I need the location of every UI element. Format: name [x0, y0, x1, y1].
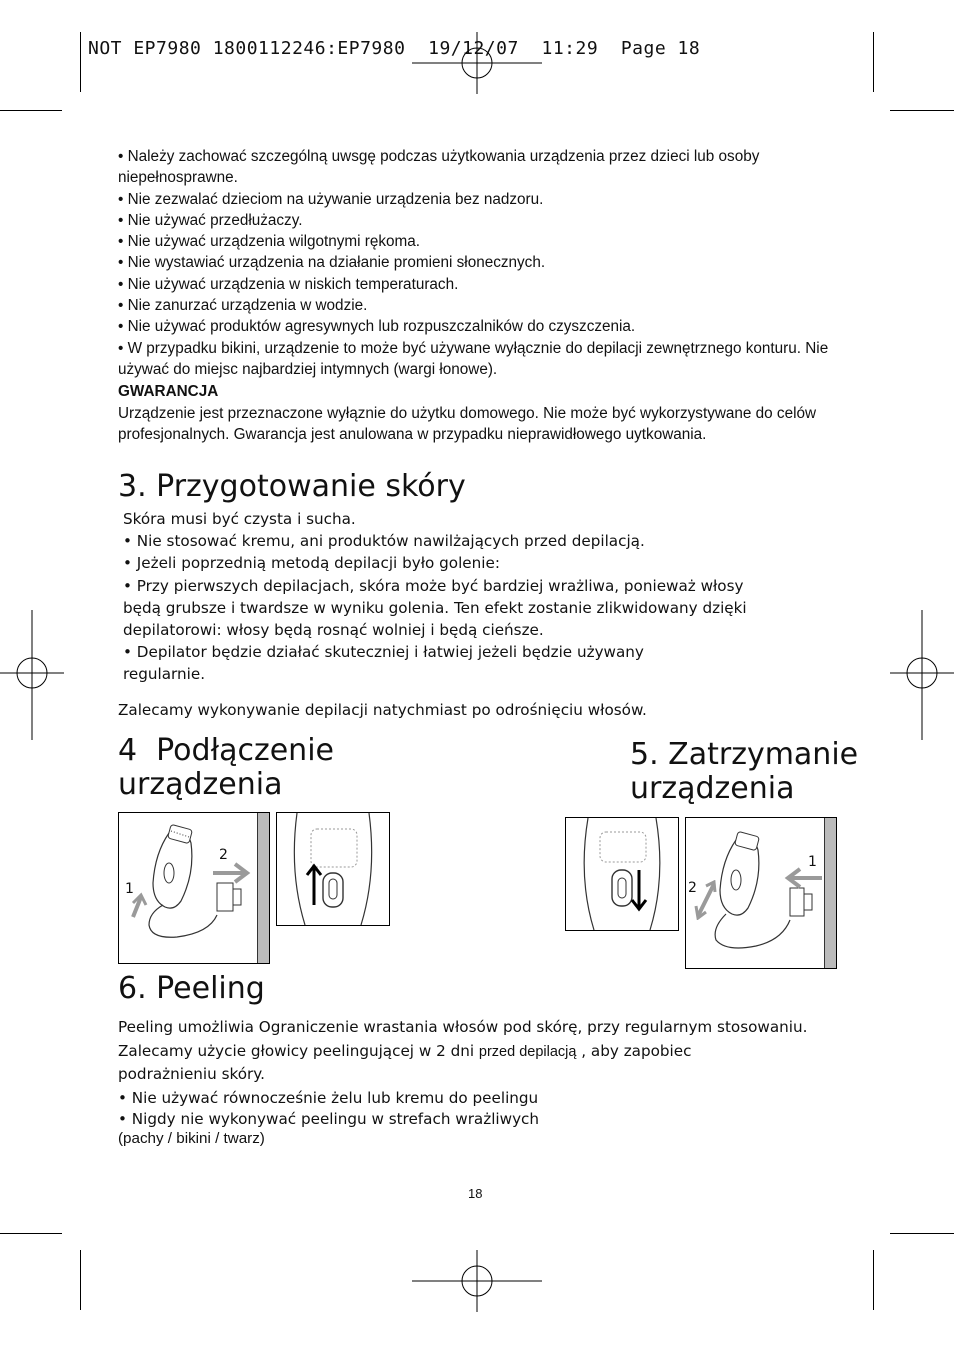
crop-mark-icon	[890, 110, 954, 111]
crop-mark-icon	[873, 1250, 874, 1310]
warranty-title: GWARANCJA	[118, 383, 219, 401]
list-item: • Należy zachować szczególną uwsgę podczas użytkowania urządzenia przez dzieci lub osoby niepełnosprawne.	[118, 148, 760, 187]
crop-mark-icon	[0, 110, 62, 111]
crop-mark-icon	[890, 1233, 954, 1234]
section-4-title: 4 Podłączenie urządzenia	[118, 733, 334, 802]
list-item: • Nie zanurzać urządzenia w wodzie.	[118, 297, 368, 315]
list-item: • Przy pierwszych depilacjach, skóra może być bardziej wrażliwa, ponieważ włosy będą grubsze i twardsze w wyniku golenia. Ten efekt zostanie zlikwidowany dzięki depilatorowi: włosy będą rosnąć wolniej i będą cieńsze.	[123, 576, 747, 640]
section-3-recommendation: Zalecamy wykonywanie depilacji natychmiast po odrośnięciu włosów.	[118, 701, 647, 719]
list-item: • Nie używać urządzenia w niskich temperaturach.	[118, 275, 459, 293]
step-label: 1	[125, 881, 134, 897]
section-3-body	[123, 508, 773, 686]
print-slug: NOT EP7980 1800112246:EP7980 19/12/07 11:29 Page 18	[88, 38, 701, 59]
arrow-up-icon	[305, 863, 323, 907]
safety-list	[118, 146, 838, 445]
list-item: • Jeżeli poprzednią metodą depilacji było golenie:	[123, 554, 500, 573]
list-item: • Nie używać przedłużaczy.	[118, 211, 303, 229]
arrow-left-icon	[784, 866, 824, 890]
peeling-recommendation: Zalecamy użycie głowicy peelingującej w 2 dni przed depilacją , aby zapobiec podrażnieniu skóry.	[118, 1041, 692, 1083]
epilator-illustration	[119, 813, 257, 963]
list-item: • Depilator będzie działać skuteczniej i łatwiej jeżeli będzie używany regularnie.	[123, 643, 644, 684]
list-item: • Nie używać urządzenia wilgotnymi rękoma.	[118, 233, 421, 251]
section-6-title: 6. Peeling	[118, 971, 265, 1006]
arrow-down-icon	[630, 868, 648, 912]
list-item: • Nie zezwalać dzieciom na używanie urządzenia bez nadzoru.	[118, 190, 544, 208]
arrow-right-icon	[211, 861, 251, 885]
section-3-title: 3. Przygotowanie skóry	[118, 469, 466, 504]
list-item: (pachy / bikini / twarz)	[118, 1130, 265, 1147]
section-6-body	[118, 1016, 808, 1149]
crop-mark-icon	[0, 1233, 62, 1234]
unplug-figure	[685, 817, 837, 969]
warranty-text: Urządzenie jest przeznaczone wyłąznie do użytku domowego. Nie może być wykorzystywane do celów profesjonalnych. Gwarancja jest anulowana w przypadku nieprawidłowego uytkowania.	[118, 404, 817, 443]
list-item: • Nie stosować kremu, ani produktów nawilżających przed depilacją.	[123, 532, 645, 551]
connect-figure	[118, 812, 270, 964]
section-5-title: 5. Zatrzymanie urządzenia	[630, 737, 859, 806]
peeling-intro: Peeling umożliwia Ograniczenie wrastania włosów pod skórę, przy regularnym stosowaniu.	[118, 1018, 808, 1036]
list-item: • Nie wystawiać urządzenia na działanie promieni słonecznych.	[118, 254, 546, 272]
switch-on-figure	[276, 812, 390, 926]
arrow-diagonal-icon	[694, 880, 718, 920]
step-label: 1	[808, 854, 817, 870]
step-label: 2	[219, 847, 228, 863]
registration-mark-icon	[890, 610, 954, 740]
page-number: 18	[468, 1186, 483, 1201]
registration-mark-icon	[412, 1250, 542, 1312]
crop-mark-icon	[80, 1250, 81, 1310]
list-item: • W przypadku bikini, urządzenie to może być używane wyłącznie do depilacji zewnętrznego konturu. Nie używać do miejsc najbardziej intymnych (wargi łonowe).	[118, 339, 829, 378]
step-label: 2	[688, 880, 697, 896]
crop-mark-icon	[80, 32, 81, 92]
crop-mark-icon	[873, 32, 874, 92]
list-item: • Nie używać produktów agresywnych lub rozpuszczalników do czyszczenia.	[118, 318, 636, 336]
list-item: • Nie używać równocześnie żelu lub kremu do peelingu	[118, 1088, 539, 1107]
list-item: Skóra musi być czysta i sucha.	[123, 510, 356, 528]
registration-mark-icon	[0, 610, 64, 740]
list-item: • Nigdy nie wykonywać peelingu w strefach wrażliwych	[118, 1110, 540, 1128]
switch-off-figure	[565, 817, 679, 931]
